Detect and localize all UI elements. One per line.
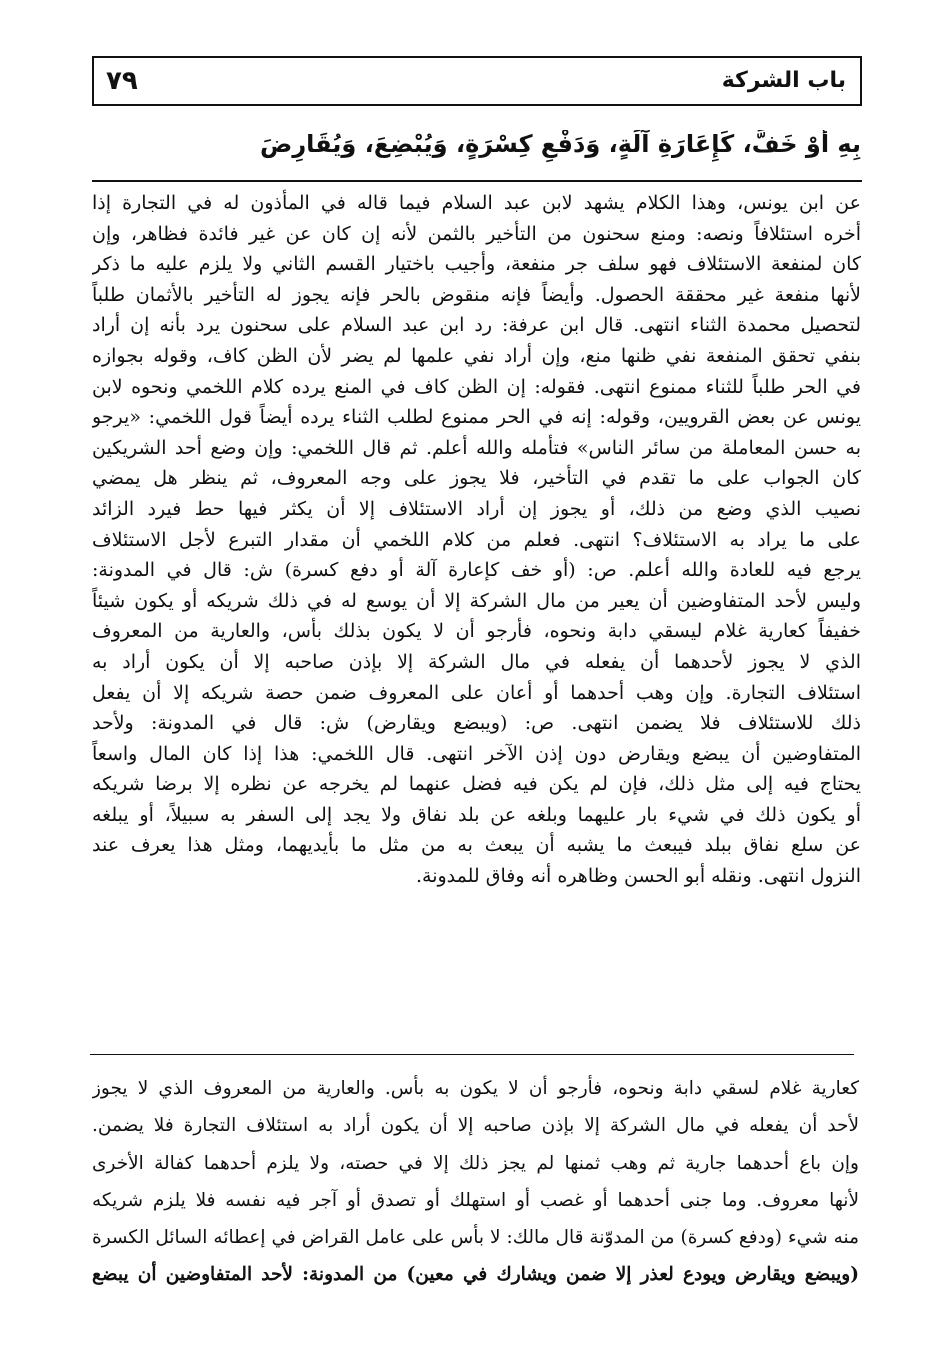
footnote-line: منه شيء (ودفع كسرة) من المدوّنة قال مالك: لا بأس على عامل القراض في إعطائه السائل الكسرة: [92, 1227, 859, 1249]
page-number: ٧٩: [106, 66, 138, 96]
page-header: [92, 56, 862, 106]
commentary-line: الذي لا يجوز لأحدهما أن يفعله في مال الشركة إلا بإذن صاحبه إلا أن يكون أراد به: [92, 650, 861, 673]
commentary-line: كان الجواب على ما تقدم في التأخير، فلا يجوز على وجه المعروف، ثم ينظر هل يمضي: [92, 467, 861, 490]
footnote-body: [92, 1070, 859, 1294]
commentary-line: لأنها منفعة غير محققة الحصول. وأيضاً فإنه منقوض بالحر فإنه يجوز له التأخير بالأثمان طلباً: [92, 283, 861, 306]
commentary-line: لتحصيل محمدة الثناء انتهى. قال ابن عرفة: رد ابن عبد السلام على سحنون يرد بأنه إن أراد: [92, 314, 861, 337]
commentary-line: بنفي تحقق المنفعة نفي ظنها منع، وإن أراد نفي علمها لم يضر لأن الظن كاف، وقوله بجوازه: [92, 344, 861, 367]
commentary-line: نصيب الذي وضع من ذلك، أو يجوز إن أراد الاستئلاف إلا أن يكثر فيها حط فيرد الزائد: [92, 497, 861, 520]
chapter-title: باب الشركة: [721, 68, 846, 93]
commentary-line: ذلك للاستئلاف فلا يضمن انتهى. ص: (ويبضع ويقارض) ش: قال في المدونة: ولأحد: [92, 712, 861, 735]
commentary-line: استئلاف التجارة. وإن وهب أحدهما أو أعان على المعروف ضمن حصة شريكه إلا أن يفعل: [92, 681, 861, 704]
footnote-line: لأحد أن يفعله في مال الشركة إلا بإذن صاحبه إلا أن يكون أراد به استئلاف التجارة فلا يضمن.: [92, 1115, 859, 1137]
footnote-line: (ويبضع ويقارض ويودع لعذر إلا ضمن ويشارك في معين) من المدونة: لأحد المتفاوضين أن يبضع: [92, 1264, 859, 1286]
matn-text: بِهِ أَوْ خَفَّ، كَإِعَارَةِ آلَةٍ، وَدَفْعِ كِسْرَةٍ، وَيُبْضِعَ، وَيُقَارِضَ: [260, 130, 861, 158]
commentary-line: يونس عن بعض القرويين، وقوله: إنه في الحر ممنوع لطلب الثناء يرده أيضاً قول اللخمي: «يرجو: [92, 406, 861, 429]
commentary-line: عن ابن يونس، وهذا الكلام يشهد لابن عبد السلام فيما قاله في المأذون له في التجارة إذا: [92, 192, 861, 214]
commentary-line: يرجع فيه للعادة والله أعلم. ص: (أو خف كإعارة آلة أو دفع كسرة) ش: قال في المدونة:: [92, 559, 861, 582]
matn-divider: [92, 180, 862, 182]
commentary-line: يحتاج فيه إلى مثل ذلك، فإن لم يكن فيه فضل عنهما لم يخرجه عن نظره إلا برضا شريكه: [92, 773, 861, 796]
commentary-line: المتفاوضين أن يبضع ويقارض دون إذن الآخر انتهى. قال اللخمي: هذا إذا كان المال واسعاً: [92, 742, 861, 765]
commentary-line: خفيفاً كعارية غلام ليسقي دابة ونحوه، فأرجو أن لا يكون بذلك بأس، والعارية من المعروف: [92, 620, 861, 643]
commentary-line: وليس لأحد المتفاوضين أن يعير من مال الشركة إلا أن يوسع له في ذلك شريكه أو يكون شيئاً: [92, 589, 861, 612]
commentary-line: أخره استئلافاً ونصه: ومنع سحنون من التأخير بالثمن لأنه إن كان عن غير فائدة فظاهر، وإن: [92, 222, 861, 245]
footnote-line: وإن باع أحدهما جارية ثم وهب ثمنها لم يجز ذلك إلا في حصته، ولا يلزم أحدهما كفالة الأخرى: [92, 1152, 859, 1174]
commentary-line: عن سلع نفاق ببلد فيبعث ما يشبه أن يبعث به من مثل ما بأيديهما، ومثل هذا يعرف عند: [92, 834, 861, 857]
footnote-line: كعارية غلام لسقي دابة ونحوه، فأرجو أن لا يكون به بأس. والعارية من المعروف الذي لا يجوز: [92, 1078, 859, 1099]
commentary-line: به حسن المعاملة من سائر الناس» فتأمله والله أعلم. ثم قال اللخمي: وإن وضع أحد الشريكين: [92, 436, 861, 459]
commentary-line: في الحر طلباً للثناء ممنوع انتهى. فقوله: إن الظن كاف في المنع يرده كلام اللخمي ونحوه لابن: [92, 375, 861, 398]
commentary-line: على ما يراد به الاستئلاف؟ انتهى. فعلم من كلام اللخمي أن مقدار التبرع لأجل الاستئلاف: [92, 528, 861, 551]
commentary-line: كان لمنفعة الاستئلاف فهو سلف جر منفعة، وأجيب باختيار القسم الثاني ولا يلزم عليه ما ذكر: [92, 253, 861, 276]
commentary-body: [92, 188, 861, 892]
footnote-divider: [90, 1054, 854, 1055]
commentary-line: النزول انتهى. ونقله أبو الحسن وظاهره أنه وفاق للمدونة.: [415, 865, 861, 888]
footnote-line: لأنها معروف. وما جنى أحدهما أو غصب أو استهلك أو تصدق أو آجر فيه نفسه فلا يلزم شريكه: [92, 1189, 859, 1211]
commentary-line: أو يكون ذلك في شيء بار عليهما وبلغه عن بلد نفاق ولا يجد إلى السفر به سبيلاً، أو يبلغه: [92, 803, 861, 826]
